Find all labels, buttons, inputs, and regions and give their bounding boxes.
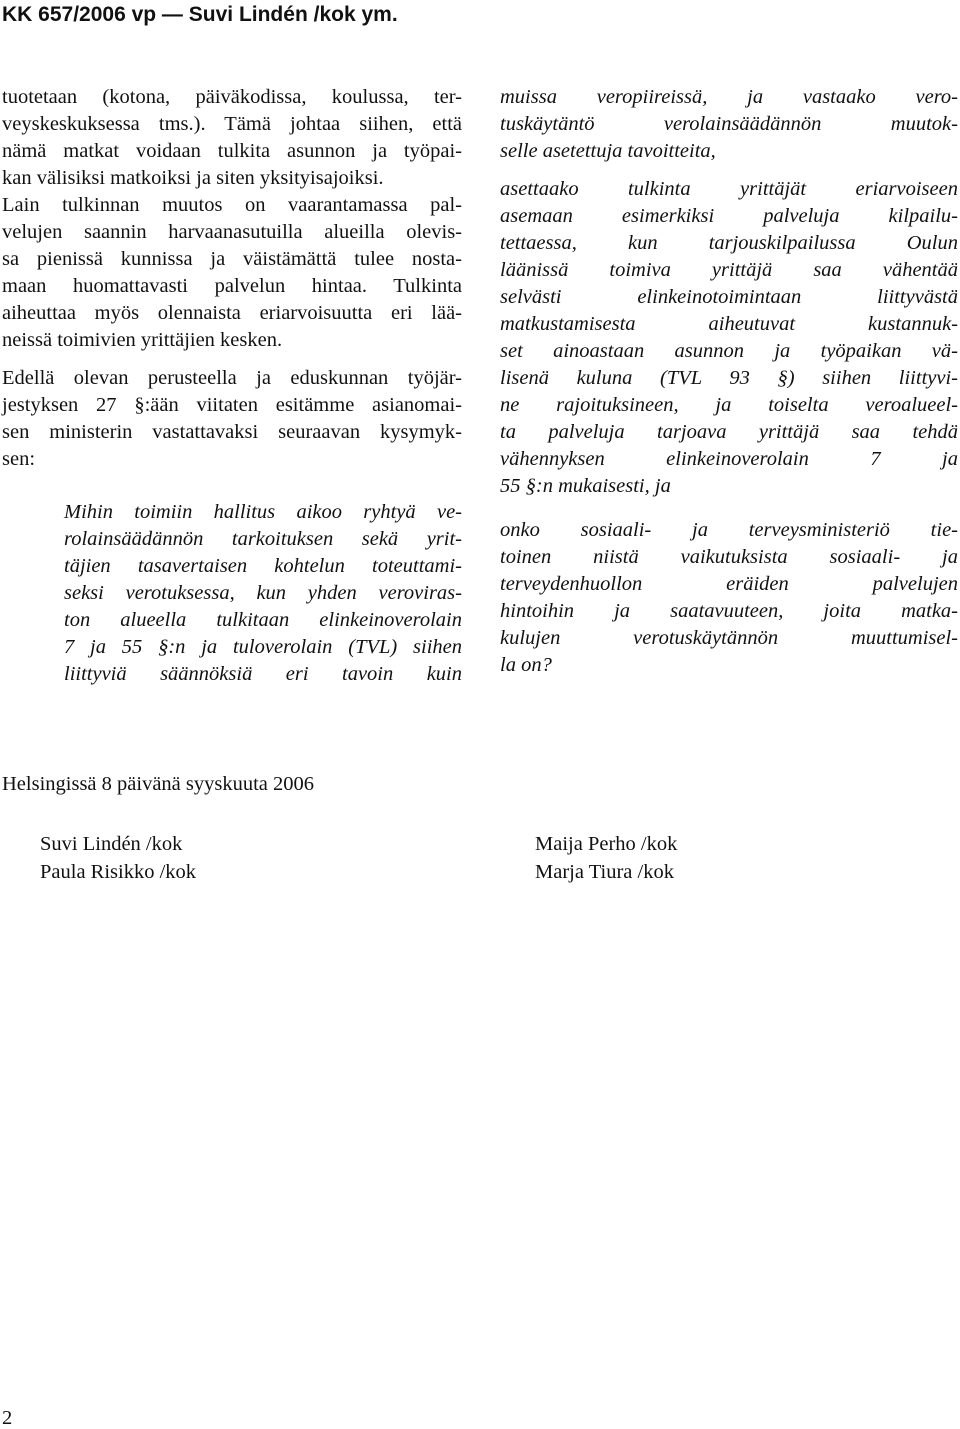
text-line: la on?	[500, 654, 552, 676]
text-line: jestyksen 27 §:ään viitaten esitämme asianomai-	[2, 394, 462, 416]
text-line: hintoihin ja saatavuuteen, joita matka-	[500, 600, 958, 622]
text-line: neissä toimivien yrittäjien kesken.	[2, 329, 283, 351]
text-line: sen ministerin vastattavaksi seuraavan kysymyk-	[2, 421, 462, 443]
text-line: asemaan esimerkiksi palveluja kilpailu-	[500, 205, 958, 227]
text-line: lisenä kuluna (TVL 93 §) siihen liittyvi-	[500, 367, 958, 389]
text-line: toinen niistä vaikutuksista sosiaali- ja	[500, 546, 958, 568]
right-column	[500, 84, 958, 679]
text-line: kan välisiksi matkoiksi ja siten yksityisajoiksi.	[2, 167, 384, 189]
text-line: vähennyksen elinkeinoverolain 7 ja	[500, 448, 958, 470]
text-line: tuotetaan (kotona, päiväkodissa, koulussa, ter-	[2, 86, 462, 108]
text-line: tuskäytäntö verolainsäädännön muutok-	[500, 113, 958, 135]
question-block	[64, 499, 462, 688]
signatures-left	[40, 830, 196, 886]
text-line: läänissä toimiva yrittäjä saa vähentää	[500, 259, 958, 281]
text-line: Edellä olevan perusteella ja eduskunnan työjär-	[2, 367, 462, 389]
signatory-name: Paula Risikko /kok	[40, 861, 197, 883]
text-line: selvästi elinkeinotoimintaan liittyvästä	[500, 286, 958, 308]
text-line: onko sosiaali- ja terveysministeriö tie-	[500, 519, 958, 541]
text-line: Lain tulkinnan muutos on vaarantamassa pal-	[2, 194, 462, 216]
page-number: 2	[2, 1407, 13, 1429]
paragraph-intro	[2, 84, 462, 354]
question-part-3	[500, 517, 958, 679]
text-line: 7 ja 55 §:n ja tuloverolain (TVL) siihen	[64, 636, 462, 658]
text-line: täjien tasavertaisen kohtelun toteuttami-	[64, 555, 462, 577]
question-part-2	[500, 176, 958, 500]
text-line: ne rajoituksineen, ja toiselta veroalueel-	[500, 394, 958, 416]
signatory-name: Suvi Lindén /kok	[40, 833, 183, 855]
text-line: tettaessa, kun tarjouskilpailussa Oulun	[500, 232, 958, 254]
text-line: Mihin toimiin hallitus aikoo ryhtyä ve-	[64, 501, 462, 523]
text-line: veyskeskuksessa tms.). Tämä johtaa siihen, että	[2, 113, 462, 135]
text-line: muissa veropiireissä, ja vastaako vero-	[500, 86, 958, 108]
signatory-name: Marja Tiura /kok	[535, 861, 674, 883]
text-line: ta palveluja tarjoava yrittäjä saa tehdä	[500, 421, 958, 443]
text-line: maan huomattavasti palvelun hintaa. Tulkinta	[2, 275, 462, 297]
paragraph-basis	[2, 365, 462, 473]
text-line: sa pienissä kunnissa ja väistämättä tulee nosta-	[2, 248, 462, 270]
left-column	[2, 84, 462, 688]
text-line: ton alueella tulkitaan elinkeinoverolain	[64, 609, 462, 631]
text-line: sen:	[2, 448, 36, 470]
text-line: selle asetettuja tavoitteita,	[500, 140, 716, 162]
document-header: KK 657/2006 vp — Suvi Lindén /kok ym.	[2, 3, 398, 26]
text-line: 55 §:n mukaisesti, ja	[500, 475, 671, 497]
question-part-1	[500, 84, 958, 165]
text-line: nämä matkat voidaan tulkita asunnon ja työpai-	[2, 140, 462, 162]
text-line: aiheuttaa myös olennaista eriarvoisuutta eri lää-	[2, 302, 462, 324]
signatory-name: Maija Perho /kok	[535, 833, 678, 855]
text-line: matkustamisesta aiheutuvat kustannuk-	[500, 313, 958, 335]
text-line: rolainsäädännön tarkoituksen sekä yrit-	[64, 528, 462, 550]
date-line: Helsingissä 8 päivänä syyskuuta 2006	[2, 773, 315, 795]
signatures-right	[535, 830, 677, 886]
text-line: terveydenhuollon eräiden palvelujen	[500, 573, 958, 595]
text-line: asettaako tulkinta yrittäjät eriarvoiseen	[500, 178, 958, 200]
text-line: liittyviä säännöksiä eri tavoin kuin	[64, 663, 462, 685]
text-line: seksi verotuksessa, kun yhden veroviras-	[64, 582, 462, 604]
text-line: kulujen verotuskäytännön muuttumisel-	[500, 627, 958, 649]
text-line: set ainoastaan asunnon ja työpaikan vä-	[500, 340, 958, 362]
text-line: velujen saannin harvaanasutuilla alueilla olevis-	[2, 221, 462, 243]
